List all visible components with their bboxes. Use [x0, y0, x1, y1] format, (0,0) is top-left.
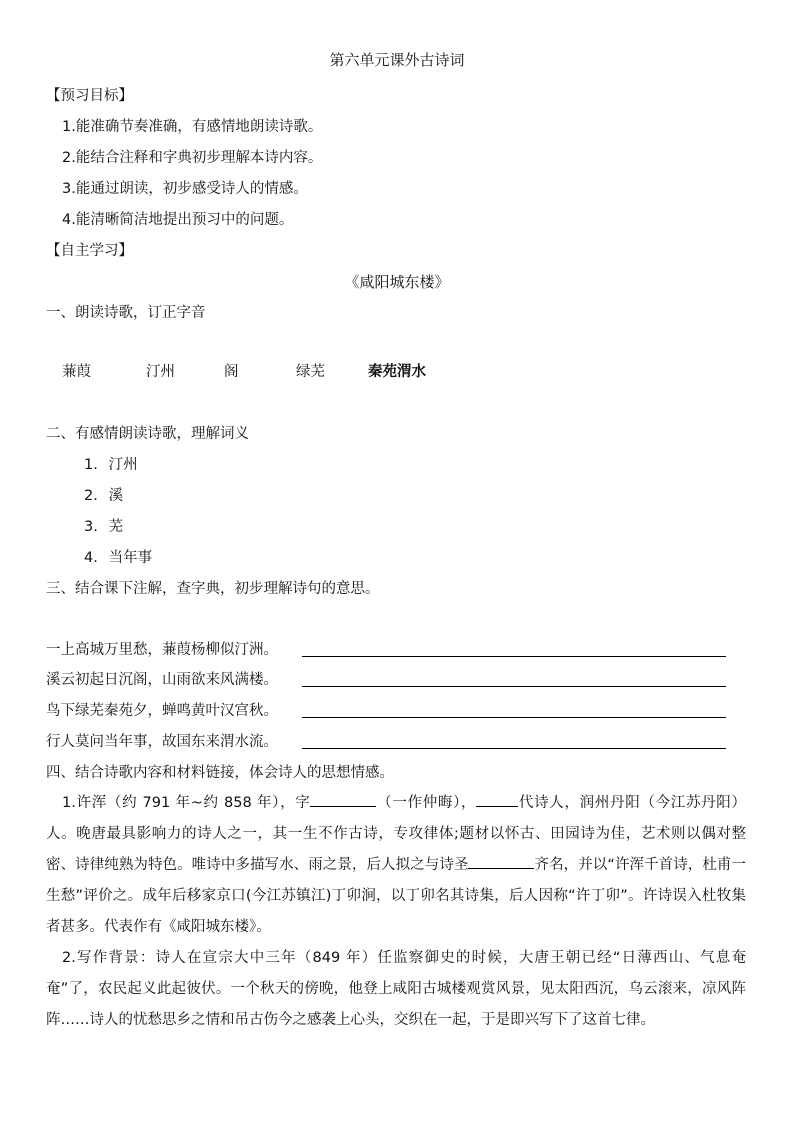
- word-tingzhou: 汀州: [146, 364, 175, 380]
- vocab-text: 溪: [108, 488, 124, 504]
- para1-part-c: 代诗人，润州丹阳（今江苏丹阳）人。晚唐最具影响力的诗人之一，其一生不作古诗，专攻律体;题材以怀古、田园诗为佳，艺术则以偶对整密、诗律纯熟为特色。唯诗中多描写水、雨之景，后人拟之与诗圣: [46, 795, 746, 873]
- poem-line-text: 鸟下绿芜秦苑夕，蝉鸣黄叶汉宫秋。: [46, 703, 278, 719]
- word-ge: 阁: [224, 364, 239, 380]
- vocab-text: 当年事: [108, 550, 153, 566]
- poem-line-4: [46, 732, 726, 752]
- page-title: 第六单元课外古诗词: [329, 51, 465, 69]
- poem-line-1: [46, 640, 726, 660]
- preview-heading: 【预习目标】: [46, 88, 133, 104]
- section2-heading: 二、有感情朗读诗歌，理解词义: [46, 426, 249, 442]
- poem-line-3: [46, 701, 726, 721]
- poem-line-2: [46, 670, 726, 690]
- pronunciation-words: [62, 362, 742, 384]
- word-qinyuan-weishui: 秦苑渭水: [368, 364, 426, 380]
- vocab-item-1: [84, 455, 138, 475]
- para1-part-d: 齐名，并以“许浑千首诗，杜甫一生愁”评价之。成年后移家京口(今江苏镇江)丁卯涧，以丁卯名其诗集，后人因称“许丁卯”。许诗误入杜牧集者甚多。代表作有《咸阳城东楼》。: [46, 857, 746, 935]
- answer-line[interactable]: [302, 717, 726, 718]
- vocab-num: 3.: [84, 519, 98, 535]
- poem-line-text: 行人莫问当年事，故国东来渭水流。: [46, 734, 278, 750]
- vocab-text: 汀州: [108, 457, 138, 473]
- section4-heading: 四、结合诗歌内容和材料链接，体会诗人的思想情感。: [46, 765, 394, 781]
- blank-poet-name[interactable]: [468, 853, 534, 869]
- vocab-item-4: [84, 548, 152, 568]
- vocab-item-3: [84, 517, 123, 537]
- preview-goal-2: 2.能结合注释和字典初步理解本诗内容。: [62, 150, 323, 166]
- word-luwu: 绿芜: [296, 364, 325, 380]
- section1-heading: 一、朗读诗歌，订正字音: [46, 305, 206, 321]
- poem-line-text: 一上高城万里愁，蒹葭杨柳似汀洲。: [46, 642, 278, 658]
- section3-heading: 三、结合课下注解，查字典，初步理解诗句的意思。: [46, 581, 380, 597]
- vocab-item-2: [84, 486, 123, 506]
- poem-title: 《咸阳城东楼》: [344, 273, 450, 291]
- preview-goal-4: 4.能清晰简洁地提出预习中的问题。: [62, 212, 294, 228]
- preview-goal-1: 1.能准确节奏准确，有感情地朗读诗歌。: [62, 119, 323, 135]
- preview-goal-3: 3.能通过朗读，初步感受诗人的情感。: [62, 181, 308, 197]
- answer-line[interactable]: [302, 656, 726, 657]
- word-jianjia: 蒹葭: [62, 364, 91, 380]
- self-study-heading: 【自主学习】: [46, 243, 133, 259]
- vocab-num: 1.: [84, 457, 98, 473]
- para1-part-a: 1.许浑（约 791 年~约 858 年），字: [62, 795, 311, 811]
- blank-dynasty[interactable]: [476, 791, 518, 807]
- vocab-text: 芜: [108, 519, 124, 535]
- blank-courtesy-name[interactable]: [310, 791, 376, 807]
- answer-line[interactable]: [302, 748, 726, 749]
- answer-line[interactable]: [302, 686, 726, 687]
- poem-line-text: 溪云初起日沉阁，山雨欲来风满楼。: [46, 672, 278, 688]
- vocab-num: 2.: [84, 488, 98, 504]
- para1-part-b: （一作仲晦），: [376, 795, 477, 811]
- vocab-num: 4.: [84, 550, 98, 566]
- material-paragraph-2: 2.写作背景：诗人在宣宗大中三年（849 年）任监察御史的时候，大唐王朝已经“日薄西山、气息奄奄”了，农民起义此起彼伏。一个秋天的傍晚，他登上咸阳古城楼观赏风景，见太阳西沉，乌云滚来，凉风阵阵……诗人的忧愁思乡之情和吊古伤今之感袭上心头，交织在一起，于是即兴写下了这首七律。: [46, 950, 746, 1028]
- material-paragraph-1: [46, 788, 746, 943]
